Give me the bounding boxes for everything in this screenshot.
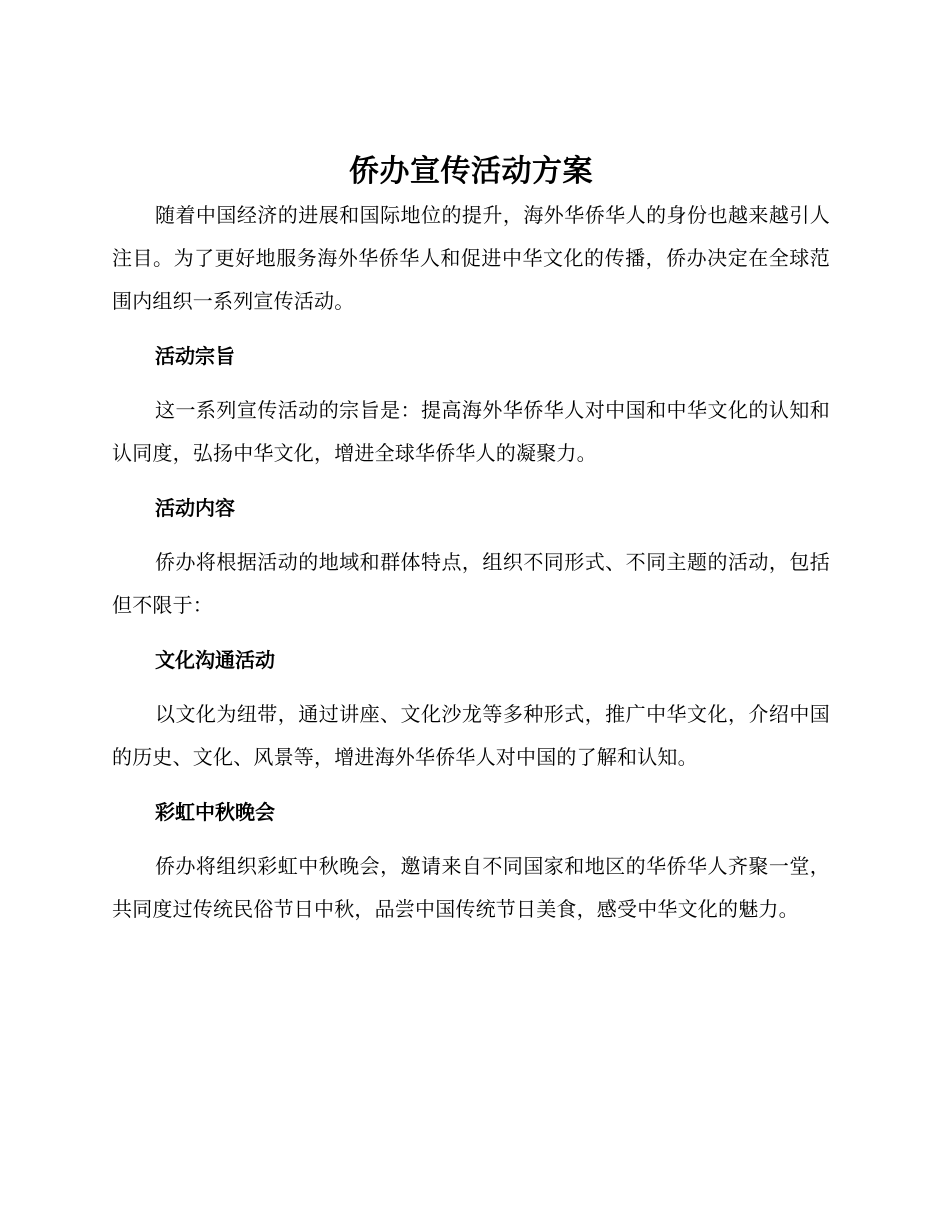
section-body-mid-autumn-gala: 侨办将组织彩虹中秋晚会，邀请来自不同国家和地区的华侨华人齐聚一堂，共同度过传统民俗节日中秋，品尝中国传统节日美食，感受中华文化的魅力。 [112,854,830,921]
section-body-content: 侨办将根据活动的地域和群体特点，组织不同形式、不同主题的活动，包括但不限于： [112,550,830,617]
section-heading-content: 活动内容 [155,496,235,520]
section-body-culture-exchange: 以文化为纽带，通过讲座、文化沙龙等多种形式，推广中华文化，介绍中国的历史、文化、风景等，增进海外华侨华人对中国的了解和认知。 [112,702,830,769]
intro-paragraph: 随着中国经济的进展和国际地位的提升，海外华侨华人的身份也越来越引人注目。为了更好地服务海外华侨华人和促进中华文化的传播，侨办决定在全球范围内组织一系列宣传活动。 [112,203,830,313]
document-content [112,150,830,931]
section-body-purpose: 这一系列宣传活动的宗旨是：提高海外华侨华人对中国和中华文化的认知和认同度，弘扬中华文化，增进全球华侨华人的凝聚力。 [112,398,830,465]
document-title: 侨办宣传活动方案 [349,154,593,189]
section-heading-purpose: 活动宗旨 [155,344,235,368]
section-heading-culture-exchange: 文化沟通活动 [155,648,275,672]
section-heading-mid-autumn-gala: 彩虹中秋晚会 [155,800,275,824]
